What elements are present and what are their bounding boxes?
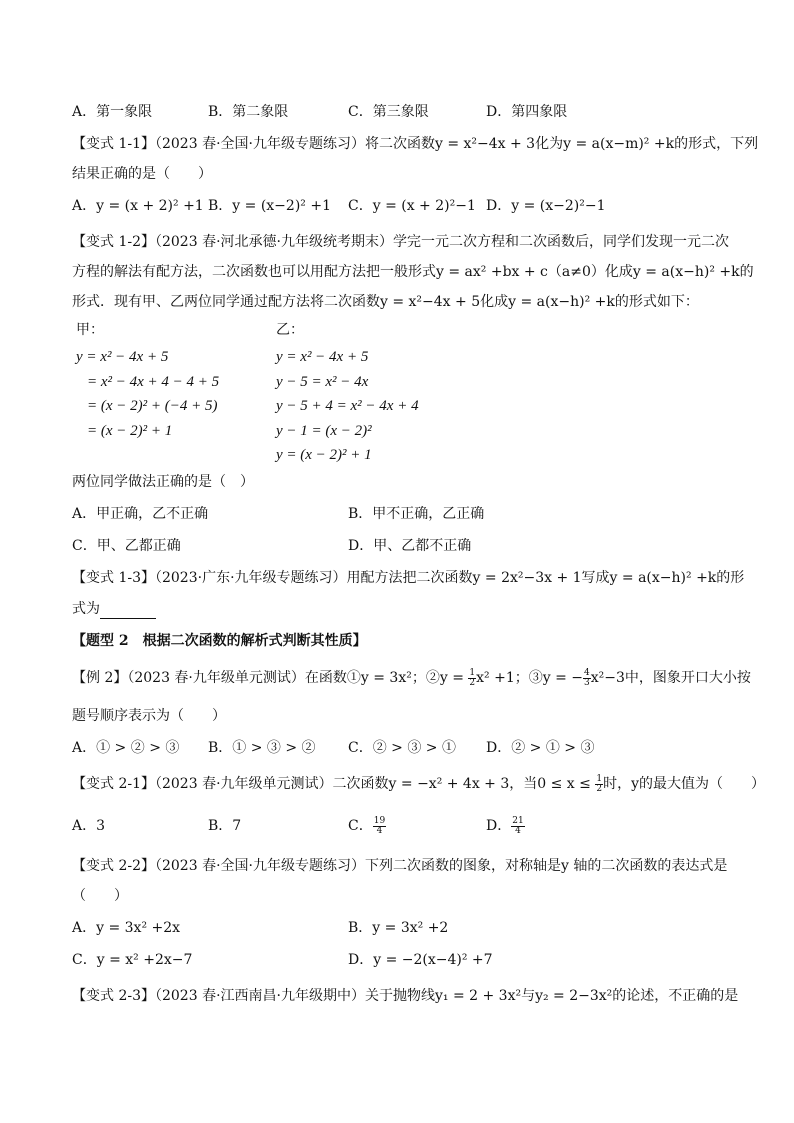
ex2-stem-line1 [72,668,751,688]
yi-step: y − 5 = x² − 4x [276,373,369,390]
v12-option-c: C．甲、乙都正确 [72,538,181,554]
v12-stem-line3: 形式．现有甲、乙两位同学通过配方法将二次函数y = x²−4x + 5化成y = a(x−h)² +k的形式如下： [72,294,699,310]
jia-step: = (x − 2)² + 1 [87,422,173,439]
v12-option-b: B．甲不正确，乙正确 [348,506,485,522]
q1-option-c: C．第三象限 [348,104,429,120]
fraction-numerator: 4 [584,667,590,678]
fraction [511,817,524,836]
fraction-numerator: 21 [512,815,524,826]
ex2-option-b: B．① > ③ > ② [208,740,316,756]
v21-text-a: 【变式 2-1】（2023 春·九年级单元测试）二次函数y = −x² + 4x + 3，当0 ≤ x ≤ [72,776,596,792]
v21-option-d [486,816,525,836]
fraction-denominator: 2 [596,783,603,794]
fraction [583,669,591,688]
yi-step: y = x² − 4x + 5 [276,349,369,365]
v21-text-b: 时，y的最大值为（ ） [603,776,765,792]
q1-option-b: B．第二象限 [208,104,289,120]
v21-option-b: B．7 [208,818,242,834]
fraction-numerator: 1 [469,667,476,678]
v21-option-a: A．3 [72,818,106,834]
fraction [595,775,603,794]
v22-option-b: B．y = 3x² +2 [348,920,449,936]
option-letter: D． [486,818,512,834]
jia-steps [76,345,219,443]
v22-option-a: A．y = 3x² +2x [72,920,181,936]
v12-stem-line2: 方程的解法有配方法，二次函数也可以用配方法把一般形式y = ax² +bx + c（a≠0）化成y = a(x−h)² +k的 [72,264,754,280]
v11-option-d: D．y = (x−2)²−1 [486,198,606,214]
jia-label: 甲： [76,322,104,338]
v21-option-c [348,816,386,836]
fraction [468,669,476,688]
yi-steps [276,345,419,468]
v12-option-d: D．甲、乙都不正确 [348,538,472,554]
jia-step: = x² − 4x + 4 − 4 + 5 [87,373,220,390]
v13-stem-line2 [72,599,156,619]
q1-option-a: A．第一象限 [72,104,153,120]
fraction-denominator: 3 [584,677,590,688]
yi-step: y = (x − 2)² + 1 [276,447,372,463]
ex2-option-d: D．② > ① > ③ [486,740,595,756]
v11-option-c: C．y = (x + 2)²−1 [348,198,476,214]
ex2-text-b: x² +1；③y = − [476,670,583,686]
v22-option-c: C．y = x² +2x−7 [72,952,193,968]
v12-option-a: A．甲正确，乙不正确 [72,506,209,522]
yi-step: y − 5 + 4 = x² − 4x + 4 [276,398,419,414]
v12-stem-line1: 【变式 1-2】（2023 春·河北承德·九年级统考期末）学完一元二次方程和二次函数后，同学们发现一元二次 [72,234,729,250]
fraction-denominator: 4 [515,825,521,836]
v22-option-d: D．y = −2(x−4)² +7 [348,952,493,968]
v22-stem-line2: （ ） [72,888,128,904]
answer-blank [100,604,156,619]
ex2-option-a: A．① > ② > ③ [72,740,180,756]
v11-stem-line2: 结果正确的是（ ） [72,166,212,182]
ex2-text-a: 【例 2】（2023 春·九年级单元测试）在函数①y = 3x²；②y = [72,670,469,686]
fraction-denominator: 4 [376,825,383,836]
fraction-numerator: 1 [596,773,603,784]
ex2-text-c: x²−3中，图象开口大小按 [590,670,751,686]
v21-stem-line1 [72,774,765,794]
ex2-stem-line2: 题号顺序表示为（ ） [72,708,226,724]
jia-step: = (x − 2)² + (−4 + 5) [87,398,218,414]
v13-stem-line1: 【变式 1-3】（2023·广东·九年级专题练习）用配方法把二次函数y = 2x²−3x + 1写成y = a(x−h)² +k的形 [72,570,745,586]
v12-question: 两位同学做法正确的是（ ） [72,474,254,490]
topic2-heading: 【题型 2 根据二次函数的解析式判断其性质】 [72,633,367,649]
fraction-numerator: 19 [373,815,386,826]
ex2-option-c: C．② > ③ > ① [348,740,456,756]
v11-stem-line1: 【变式 1-1】（2023 春·全国·九年级专题练习）将二次函数y = x²−4x + 3化为y = a(x−m)² +k的形式，下列 [72,136,759,152]
yi-label: 乙： [276,322,304,338]
v13-stem-text: 式为 [72,601,100,617]
v11-option-b: B．y = (x−2)² +1 [208,198,331,214]
q1-option-d: D．第四象限 [486,104,568,120]
option-letter: C． [348,818,373,834]
fraction-denominator: 2 [469,677,476,688]
v22-stem-line1: 【变式 2-2】（2023 春·全国·九年级专题练习）下列二次函数的图象，对称轴是y 轴的二次函数的表达式是 [72,858,728,874]
v11-option-a: A．y = (x + 2)² +1 [72,198,204,214]
v23-stem-line1: 【变式 2-3】（2023 春·江西南昌·九年级期中）关于抛物线y₁ = 2 + 3x²与y₂ = 2−3x²的论述，不正确的是 [72,988,739,1004]
fraction [373,817,386,836]
jia-step: y = x² − 4x + 5 [76,349,169,365]
yi-step: y − 1 = (x − 2)² [276,422,372,439]
